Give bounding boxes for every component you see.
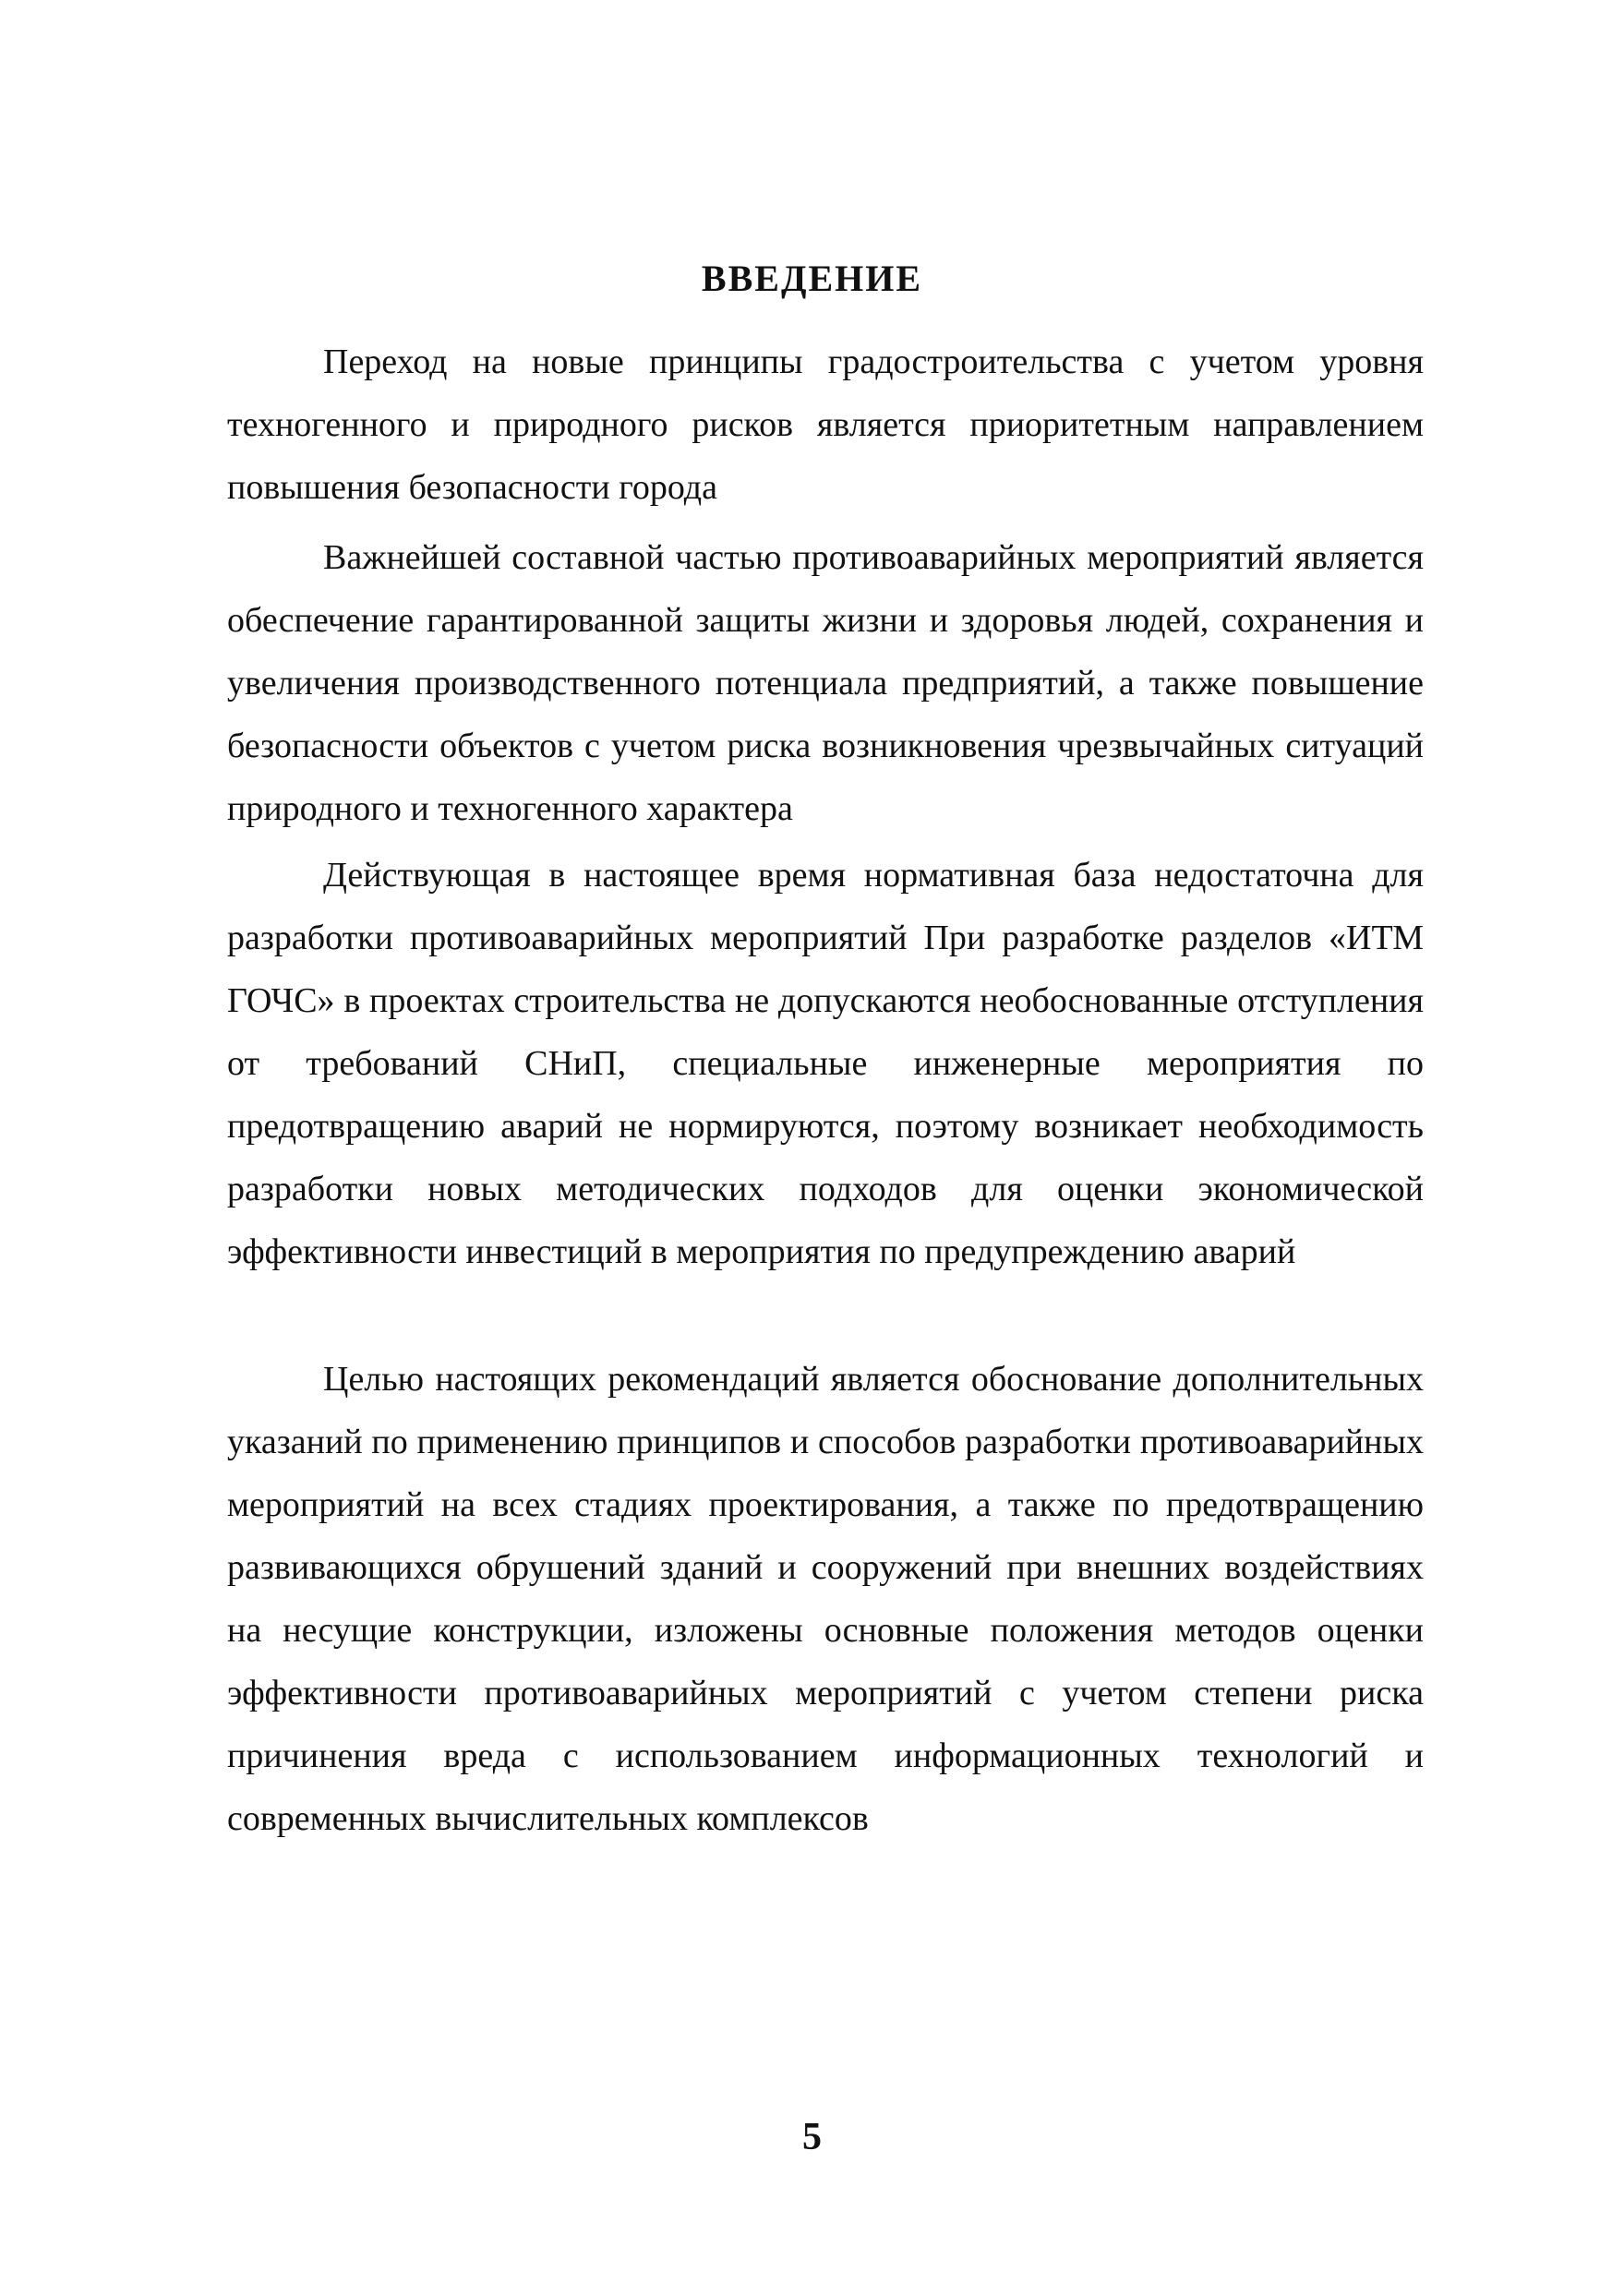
page-number: 5: [802, 2116, 822, 2158]
paragraph-2: Важнейшей составной частью противоаварийных мероприятий является обеспечение гарантированной защиты жизни и здоровья людей, сохранения и увеличения производственного потенциала предприятий, а также повышение безопасности объектов с учетом риска возникновения чрезвычайных ситуаций природного и техногенного характера: [227, 538, 1424, 828]
paragraph-3: Действующая в настоящее время нормативная база недостаточна для разработки противоаварийных мероприятий При разработке разделов «ИТМ ГОЧС» в проектах строительства не допускаются необоснованные отступления от требований СНиП, специальные инженерные мероприятия по предотвращению аварий не нормируются, поэтому возникает необходимость разработки новых методических подходов для оценки экономической эффективности инвестиций в мероприятия по предупреждению аварий: [227, 856, 1424, 1271]
paragraph-1: Переход на новые принципы градостроительства с учетом уровня техногенного и природного рисков является приоритетным направлением повышения безопасности города: [227, 342, 1424, 507]
section-title: ВВЕДЕНИЕ: [701, 258, 923, 299]
paragraph-4: Целью настоящих рекомендаций является обоснование дополнительных указаний по применению принципов и способов разработки противоаварийных мероприятий на всех стадиях проектирования, а также по предотвращению развивающихся обрушений зданий и сооружений при внешних воздействиях на несущие конструкции, изложены основные положения методов оценки эффективности противоаварийных мероприятий с учетом степени риска причинения вреда с использованием информационных технологий и современных вычислительных комплексов: [227, 1360, 1424, 1838]
